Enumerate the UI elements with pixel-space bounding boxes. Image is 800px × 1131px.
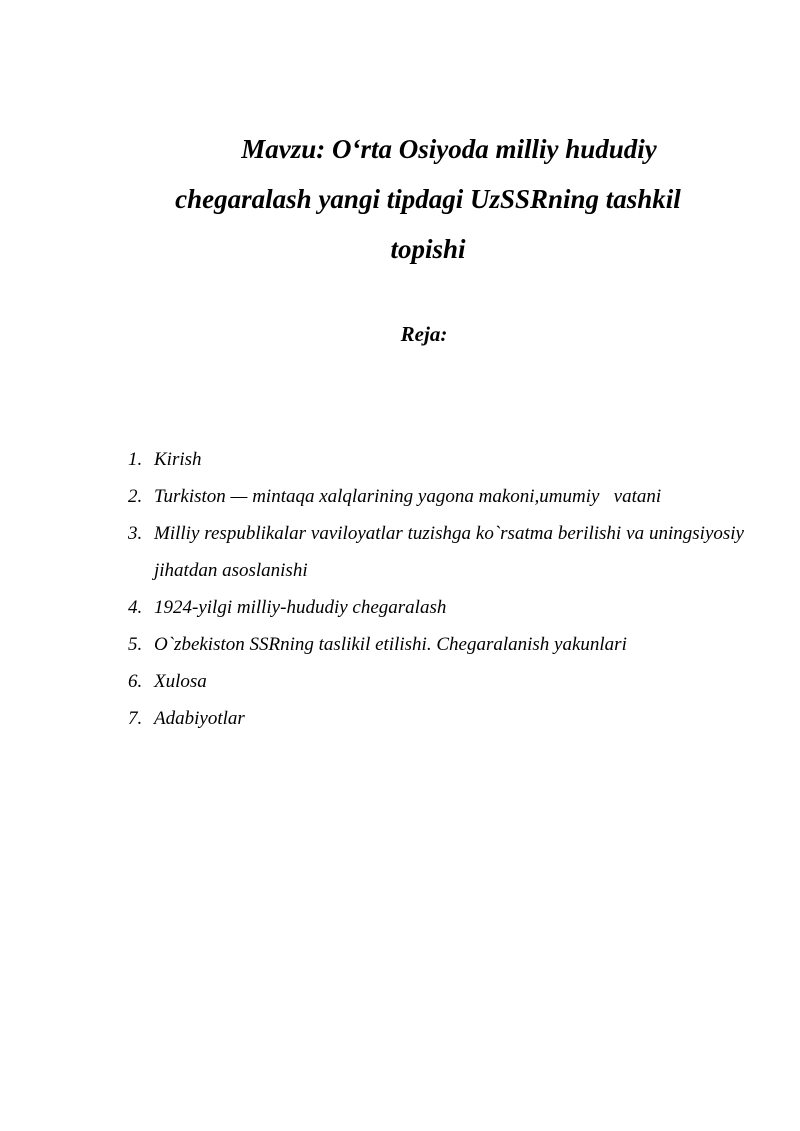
plan-item — [124, 441, 744, 478]
plan-item-number: 3. — [128, 523, 143, 544]
plan-item-number: 7. — [128, 708, 143, 729]
plan-list — [124, 441, 744, 737]
plan-item — [124, 663, 744, 700]
plan-item-number: 5. — [128, 634, 143, 655]
plan-item-text: Turkiston — mintaqa xalqlarining yagona makoni,umumiy vatani — [154, 486, 662, 507]
plan-item — [124, 515, 744, 589]
plan-item-number: 6. — [128, 671, 143, 692]
plan-item-text: 1924-yilgi milliy-hududiy chegaralash — [154, 597, 447, 618]
plan-item-text: Xulosa — [154, 671, 207, 692]
plan-item — [124, 589, 744, 626]
title-line: topishi — [390, 234, 466, 264]
plan-item — [124, 478, 744, 515]
document-title — [128, 124, 728, 274]
title-line: Mavzu: O‘rta Osiyoda milliy hududiy — [241, 134, 657, 164]
plan-item-number: 1. — [128, 449, 143, 470]
title-line: chegaralash yangi tipdagi UzSSRning tashkil — [175, 184, 681, 214]
plan-item-number: 4. — [128, 597, 143, 618]
plan-item-text: Milliy respublikalar vaviloyatlar tuzishga ko`rsatma berilishi va uningsiyosiy jihatdan asoslanishi — [154, 523, 744, 581]
plan-item — [124, 700, 744, 737]
plan-item — [124, 626, 744, 663]
plan-heading: Reja: — [400, 322, 448, 346]
plan-item-text: Adabiyotlar — [154, 708, 245, 729]
plan-item-text: O`zbekiston SSRning taslikil etilishi. Chegaralanish yakunlari — [154, 634, 627, 655]
plan-item-text: Kirish — [154, 449, 202, 470]
plan-item-number: 2. — [128, 486, 143, 507]
